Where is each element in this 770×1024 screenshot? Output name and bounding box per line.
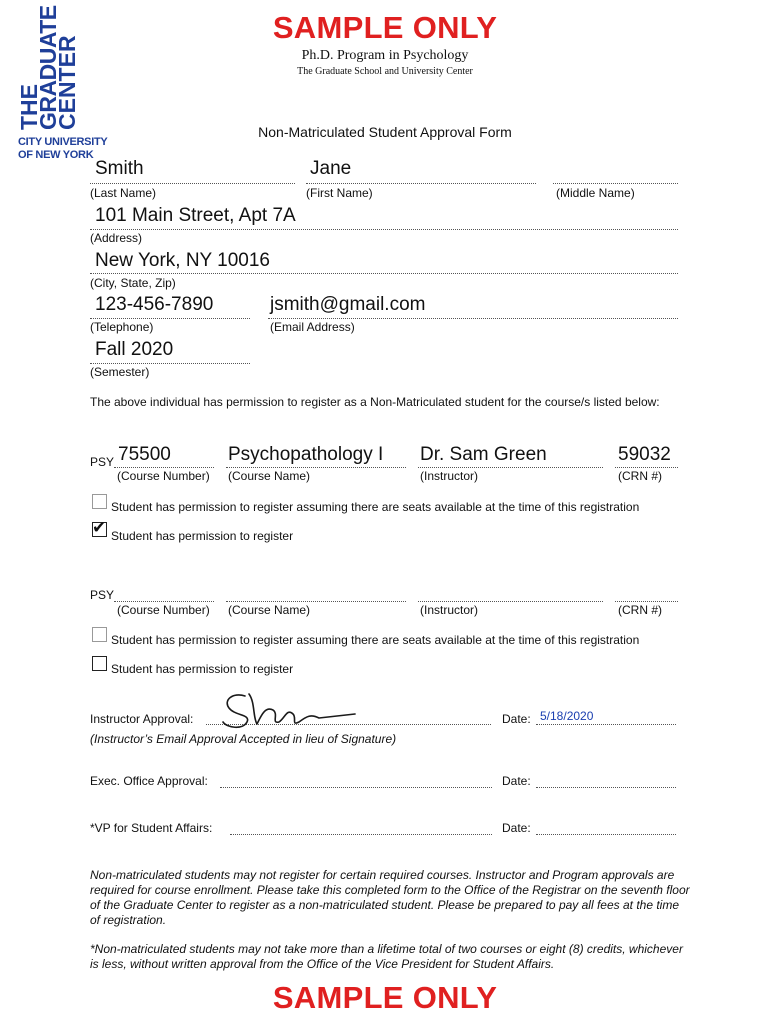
- city-state-zip-line: [90, 273, 678, 274]
- vp-student-affairs-signature-line[interactable]: [230, 834, 492, 835]
- course-number-label: (Course Number): [117, 469, 210, 483]
- logo-line-center: CENTER: [54, 35, 80, 130]
- instructor-label: (Instructor): [420, 469, 479, 483]
- course-name-line: [226, 601, 406, 602]
- exec-office-approval-label: Exec. Office Approval:: [90, 774, 208, 788]
- instructor-date-label: Date:: [502, 712, 531, 726]
- crn-field[interactable]: 59032: [618, 444, 671, 465]
- school-name: The Graduate School and University Center: [297, 66, 473, 77]
- register-option-label: Student has permission to register: [111, 662, 294, 676]
- instructor-line: [418, 467, 603, 468]
- register-option-label: Student has permission to register: [111, 529, 294, 543]
- course-name-label: (Course Name): [228, 603, 311, 617]
- instructor-date-field[interactable]: 5/18/2020: [540, 709, 594, 723]
- course-number-line: [114, 601, 214, 602]
- course-name-line: [226, 467, 406, 468]
- address-field[interactable]: 101 Main Street, Apt 7A: [95, 205, 296, 226]
- email-field[interactable]: jsmith@gmail.com: [270, 294, 426, 315]
- exec-office-date-line[interactable]: [536, 787, 676, 788]
- vp-student-affairs-label: *VP for Student Affairs:: [90, 821, 213, 835]
- registration-note: Non-matriculated students may not register for certain required courses. Instructor and Program approvals are required for course enrollment. Please take this completed form to the Office of the Registrar on the seventh floor of the Graduate Center to register as a non-matriculated student. Please be prepared to pay all fees at the time of registration.: [90, 868, 690, 927]
- crn-line: [615, 601, 678, 602]
- course-number-label: (Course Number): [117, 603, 210, 617]
- course-number-field[interactable]: 75500: [118, 444, 171, 465]
- first-name-line: [306, 183, 536, 184]
- exec-office-signature-line[interactable]: [220, 787, 492, 788]
- address-label: (Address): [90, 231, 143, 245]
- seats-available-option-label: Student has permission to register assuming there are seats available at the time of this registration: [111, 500, 640, 514]
- sample-only-watermark-top: SAMPLE ONLY: [272, 10, 498, 45]
- instructor-signature[interactable]: [215, 688, 365, 732]
- seats-available-checkbox[interactable]: [92, 627, 107, 642]
- first-name-field[interactable]: Jane: [310, 158, 352, 179]
- course-name-field[interactable]: Psychopathology I: [228, 444, 384, 465]
- logo-line-graduate: GRADUATE: [35, 5, 61, 130]
- logo-of-new-york: OF NEW YORK: [18, 149, 94, 161]
- sample-only-watermark-bottom: SAMPLE ONLY: [272, 980, 498, 1015]
- logo-line-the: THE: [16, 84, 42, 130]
- course-prefix: PSY: [90, 588, 115, 602]
- form-title: Non-Matriculated Student Approval Form: [258, 124, 512, 140]
- email-line: [268, 318, 678, 319]
- register-checkbox[interactable]: [92, 656, 107, 671]
- course-prefix: PSY: [90, 455, 115, 469]
- crn-label: (CRN #): [618, 603, 662, 617]
- instructor-line: [418, 601, 603, 602]
- instructor-date-line: [536, 724, 676, 725]
- seats-available-checkbox[interactable]: [92, 494, 107, 509]
- exec-office-date-label: Date:: [502, 774, 531, 788]
- semester-field[interactable]: Fall 2020: [95, 339, 174, 360]
- instructor-field[interactable]: Dr. Sam Green: [420, 444, 547, 465]
- register-checkbox-checked[interactable]: [92, 518, 107, 537]
- checkmark-icon: ✔: [92, 518, 107, 537]
- crn-label: (CRN #): [618, 469, 662, 483]
- email-label: (Email Address): [270, 320, 355, 334]
- course-number-line: [114, 467, 214, 468]
- city-state-zip-field[interactable]: New York, NY 10016: [95, 250, 270, 271]
- telephone-line: [90, 318, 250, 319]
- middle-name-line: [553, 183, 678, 184]
- last-name-line: [90, 183, 295, 184]
- course-limit-note: *Non-matriculated students may not take more than a lifetime total of two courses or eight (8) credits, whichever is less, without written approval from the Office of the Vice President for Student Affairs.: [90, 942, 683, 971]
- instructor-label: (Instructor): [420, 603, 479, 617]
- program-name: Ph.D. Program in Psychology: [301, 48, 469, 63]
- middle-name-label: (Middle Name): [556, 186, 635, 200]
- last-name-field[interactable]: Smith: [95, 158, 144, 179]
- instructor-approval-note: (Instructor’s Email Approval Accepted in lieu of Signature): [90, 732, 397, 746]
- vp-date-line[interactable]: [536, 834, 676, 835]
- logo-city-university: CITY UNIVERSITY: [18, 136, 108, 148]
- address-line: [90, 229, 678, 230]
- first-name-label: (First Name): [306, 186, 373, 200]
- course-name-label: (Course Name): [228, 469, 311, 483]
- vp-date-label: Date:: [502, 821, 531, 835]
- last-name-label: (Last Name): [90, 186, 157, 200]
- telephone-field[interactable]: 123-456-7890: [95, 294, 214, 315]
- seats-available-option-label: Student has permission to register assuming there are seats available at the time of this registration: [111, 633, 640, 647]
- crn-line: [615, 467, 678, 468]
- semester-line: [90, 363, 250, 364]
- city-state-zip-label: (City, State, Zip): [90, 276, 176, 290]
- instructor-approval-label: Instructor Approval:: [90, 712, 194, 726]
- telephone-label: (Telephone): [90, 320, 154, 334]
- semester-label: (Semester): [90, 365, 150, 379]
- permission-statement: The above individual has permission to register as a Non-Matriculated student for the course/s listed below:: [90, 395, 660, 409]
